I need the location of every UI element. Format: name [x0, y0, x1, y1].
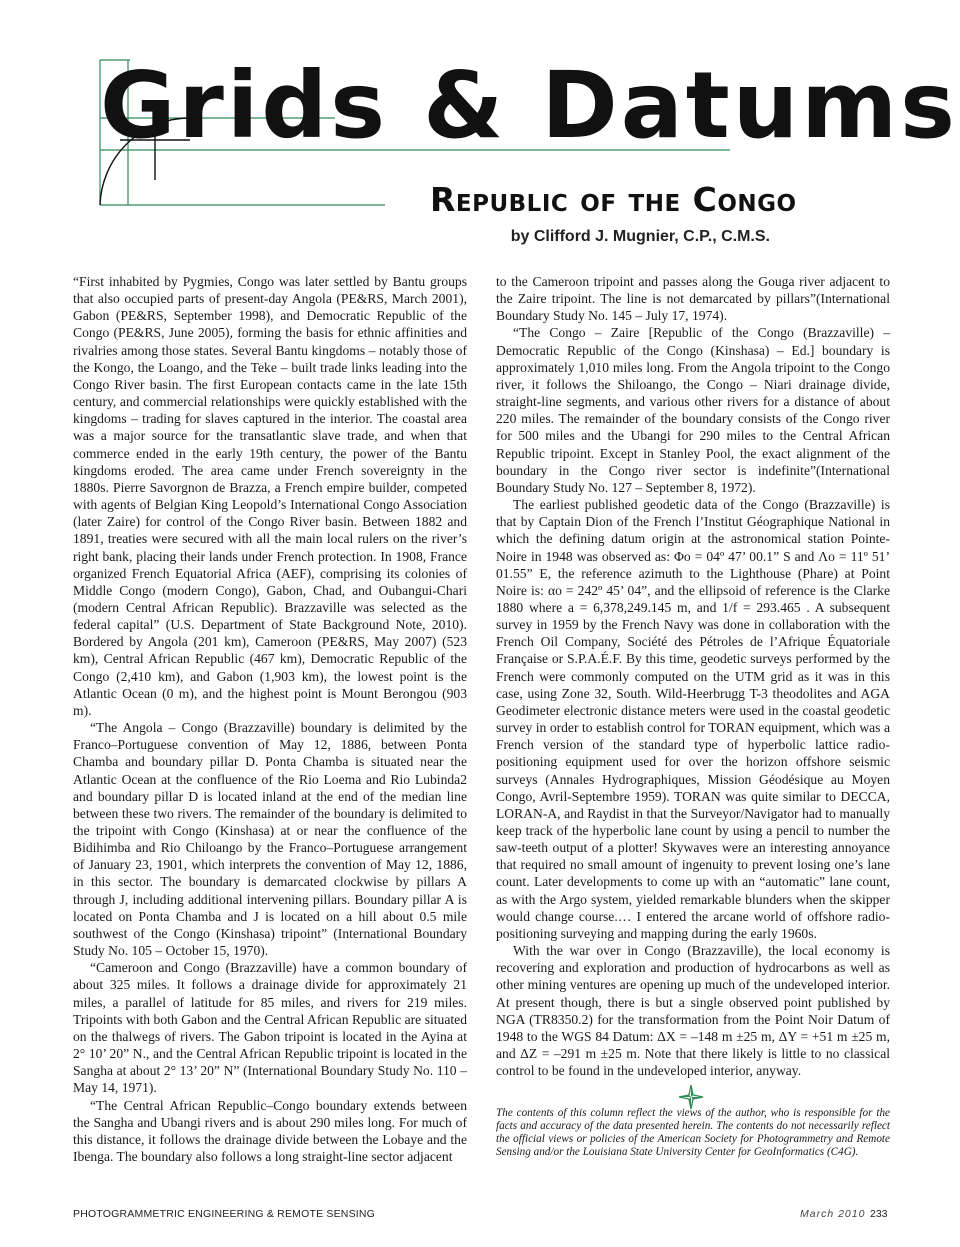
masthead-title: Grids & Datums: [100, 52, 958, 159]
paragraph: “First inhabited by Pygmies, Congo was later settled by Bantu groups that also occupied parts of present-day Angola (PE&RS, March 2001), Gabon (PE&RS, September 1998), and Democratic Republic of the Congo (PE&RS, June 2005), forming the basis for ethnic affinities and rivalries among those states. Several Bantu kingdoms – notably those of the Kongo, the Loango, and the Teke – built trade links leading into the Congo River basin. The first European contacts came in the late 15th century, and commercial relationships were quickly established with the kingdoms – trading for slaves captured in the interior. The coastal area was a major source for the transatlantic slave trade, and when that commerce ended in the early 19th century, the power of the Bantu kingdoms eroded. The area came under French sovereignty in the 1880s. Pierre Savorgnon de Brazza, a French empire builder, competed with agents of Belgian King Leopold’s International Congo Association (later Zaire) for control of the Congo River basin. Between 1882 and 1891, treaties were secured with all the main local rulers on the river’s right bank, placing their lands under French protection. In 1908, France organized French Equatorial Africa (AEF), comprising its colonies of Middle Congo (modern Congo), Gabon, Chad, and Oubangui-Chari (modern Central African Republic). Brazzaville was selected as the federal capital” (U.S. Department of State Background Note, 2010). Bordered by Angola (201 km), Cameroon (PE&RS, May 2007) (523 km), Central African Republic (467 km), Democratic Republic of the Congo (2,410 km), and Gabon (1,903 km), the lowest point is the Atlantic Ocean (0 m), and the highest point is Mount Berongou (903 m).: [73, 274, 467, 718]
page-number: 233: [870, 1208, 888, 1220]
paragraph: “The Angola – Congo (Brazzaville) boundary is delimited by the Franco–Portuguese convention of May 12, 1886, between Ponta Chamba and boundary pillar D. Ponta Chamba is situated near the Atlantic Ocean at the confluence of the Rio Loema and Rio Lubinda2 and boundary pillar D is located inland at the end of the median line between these two rivers. The remainder of the boundary is delimited to the tripoint with Congo (Kinshasa) at or near the confluence of the Bidihimba and Rio Chiloango by the Franco–Portuguese arrangement of January 23, 1901, which interprets the convention of May 12, 1886, in this sector. The boundary is demarcated clockwise by pillars A through J, including additional intervening pillars. Boundary pillar A is located on Ponta Chamba and J is located on a hill about 0.5 mile southwest of the Congo (Kinshasa) tripoint” (International Boundary Study No. 105 – October 15, 1970).: [73, 720, 467, 959]
disclaimer-text: The contents of this column reflect the views of the author, who is responsible for the facts and accuracy of the data presented herein. The contents do not necessarily reflect the official views or policies of the American Society for Photogrammetry and Remote Sensing and/or the Louisiana State University Center for GeoInformatics (C4G).: [496, 1107, 890, 1158]
paragraph: The earliest published geodetic data of the Congo (Brazzaville) is that by Captain Dion of the French l’Institut Géographique National in which the defining datum origin at the astronomical station Pointe-Noire in 1948 was observed as: Φo = 04º 47’ 00.1” S and Λo = 11º 51’ 01.55” E, the reference azimuth to the Lighthouse (Phare) at Point Noire is: αo = 242º 45’ 04”, and the ellipsoid of reference is the Clarke 1880 where a = 6,378,249.145 m, and 1/f = 293.465 . A subsequent survey in 1959 by the French Navy was done in collaboration with the French Oil Company, Société des Pétroles de l’Afrique Équatoriale Française or S.P.A.É.F. By this time, geodetic surveys performed by the French were commonly computed on the UTM grid as it was in this case, using Zone 32, South. Wild-Heerbrugg T-3 theodolites and AGA Geodimeter electronic distance meters were used in the coastal geodetic survey in order to establish control for TORAN equipment, which was a French version of the standard type of hyperbolic lattice radio-positioning equipment used for over the horizon offshore seismic surveys (Annales Hydrographiques, Mission Géodésique au Moyen Congo, Avril-Septembre 1959). TORAN was quite similar to DECCA, LORAN-A, and Raydist in that the Surveyor/Navigator had to manually keep track of the hyperbolic lane count by using a pencil to number the saw-teeth output of a plotter! Skywaves were an interesting annoyance that required no small amount of ingenuity to prevent losing one’s lane count. Later developments to come up with an “automatic” lane count, as with the Argo system, yielded remarkable blunders when the skipper would change course.… I entered the arcane world of offshore radio-positioning surveying and mapping during the early 1960s.: [496, 497, 890, 941]
paragraph: “Cameroon and Congo (Brazzaville) have a common boundary of about 325 miles. It follows a drainage divide for approximately 21 miles, a parallel of latitude for 85 miles, and rivers for 219 miles. Tripoints with both Gabon and the Central African Republic are situated on the thalwegs of rivers. The Gabon tripoint is located in the Ayina at 2° 10’ 20” N., and the Central African Republic tripoint is located in the Sangha at about 2° 13’ 20” N” (International Boundary Study No. 110 – May 14, 1971).: [73, 960, 467, 1096]
right-column: [496, 273, 890, 1079]
left-column: [73, 273, 467, 1165]
author-byline: by Clifford J. Mugnier, C.P., C.M.S.: [510, 228, 770, 245]
paragraph: to the Cameroon tripoint and passes along the Gouga river adjacent to the Zaire tripoint. The line is not demarcated by pillars”(International Boundary Study No. 145 – July 17, 1974).: [496, 274, 890, 324]
article-subtitle: Republic of the Congo: [430, 180, 797, 219]
footer-journal-name: PHOTOGRAMMETRIC ENGINEERING & REMOTE SENSING: [73, 1208, 376, 1220]
footer-date: March 2010: [800, 1208, 866, 1220]
paragraph: “The Congo – Zaire [Republic of the Congo (Brazzaville) – Democratic Republic of the Congo (Kinshasa) – Ed.] boundary is approximately 1,010 miles long. From the Angola tripoint to the Congo river, it follows the Shiloango, the Congo – Niari drainage divide, straight-line segments, and various other rivers for a distance of about 220 miles. The remainder of the boundary consists of the Congo river for 500 miles and the Ubangi for 290 miles to the Central African Republic tripoint. Except in Stanley Pool, the exact alignment of the boundary in the Congo river sector is indefinite”(International Boundary Study No. 127 – September 8, 1972).: [496, 325, 890, 495]
paragraph: “The Central African Republic–Congo boundary extends between the Sangha and Ubangi rivers and is about 290 miles long. For much of this distance, it follows the drainage divide between the Lobaye and the Ibenga. The boundary also follows a long straight-line sector adjacent: [73, 1097, 467, 1164]
paragraph: With the war over in Congo (Brazzaville), the local economy is recovering and exploration and production of hydrocarbons as well as other mining ventures are opening up much of the undeveloped interior. At present though, there is but a single observed point published by NGA (TR8350.2) for the transformation from the Point Noir Datum of 1948 to the WGS 84 Datum: ΔX = –148 m ±25 m, ΔY = +51 m ±25 m, and ΔZ = –291 m ±25 m. Note that there likely is little to no classical control to be found in the undeveloped interior, anyway.: [496, 943, 890, 1079]
